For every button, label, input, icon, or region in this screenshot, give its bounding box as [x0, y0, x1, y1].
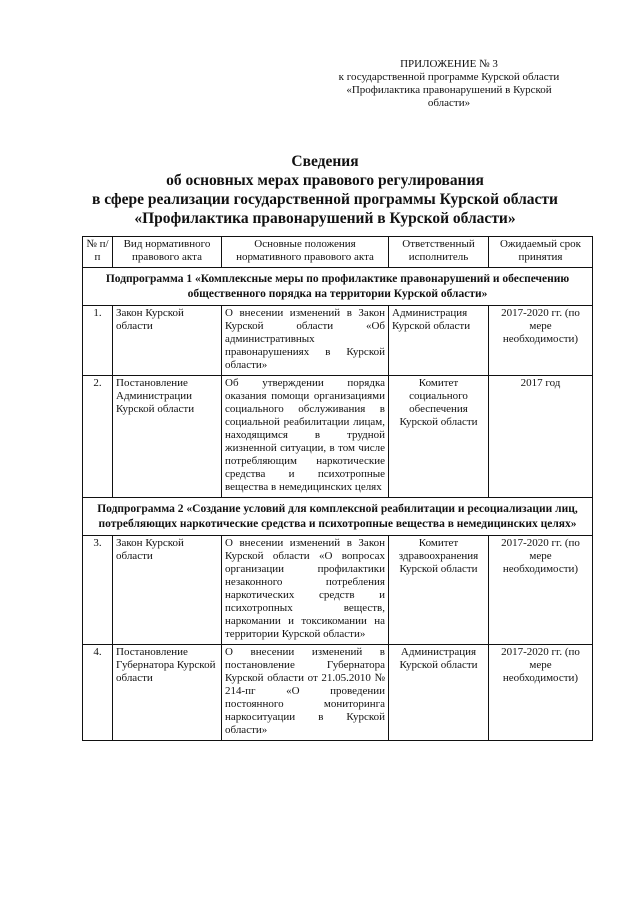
- cell-responsible: Комитет здравоохранения Курской области: [389, 536, 489, 645]
- appendix-line: к государственной программе Курской области: [338, 71, 560, 83]
- cell-responsible: Администрация Курской области: [389, 306, 489, 376]
- appendix-line: области»: [427, 97, 471, 109]
- appendix-block: [318, 58, 580, 110]
- header-provisions: Основные положения нормативного правового акта: [222, 237, 389, 268]
- appendix-line: «Профилактика правонарушений в Курской: [346, 84, 552, 96]
- cell-num: 1.: [83, 306, 113, 376]
- heading-line: об основных мерах правового регулирования: [166, 172, 484, 189]
- cell-term: 2017-2020 гг. (по мере необходимости): [489, 645, 593, 741]
- appendix-title: ПРИЛОЖЕНИЕ № 3: [400, 58, 498, 70]
- cell-provisions: Об утверждении порядка оказания помощи организациями социального обслуживания в социальной реабилитации лицам, находящимся в трудной жизненной ситуации, в том числе потребляющим наркотические средства и психотропные вещества в немедицинских целях: [222, 376, 389, 498]
- cell-provisions: О внесении изменений в постановление Губернатора Курской области от 21.05.2010 № 214-пг «О проведении постоянного мониторинга наркоситуации в Курской области»: [222, 645, 389, 741]
- header-type: Вид нормативного правового акта: [113, 237, 222, 268]
- cell-type: Закон Курской области: [113, 306, 222, 376]
- subprogram-2-title: Подпрограмма 2 «Создание условий для комплексной реабилитации и ресоциализации лиц, потребляющих наркотические средства и психотропные вещества в немедицинских целях»: [83, 498, 593, 536]
- document-heading: [60, 152, 590, 228]
- cell-responsible: Комитет социального обеспечения Курской области: [389, 376, 489, 498]
- subprogram-row: [83, 268, 593, 306]
- cell-term: 2017-2020 гг. (по мере необходимости): [489, 306, 593, 376]
- header-responsible: Ответственный исполнитель: [389, 237, 489, 268]
- cell-num: 2.: [83, 376, 113, 498]
- heading-line: в сфере реализации государственной программы Курской области: [92, 191, 558, 208]
- heading-line: «Профилактика правонарушений в Курской области»: [134, 210, 516, 227]
- subprogram-1-title: Подпрограмма 1 «Комплексные меры по профилактике правонарушений и обеспечению общественного порядка на территории Курской области»: [83, 268, 593, 306]
- header-term: Ожидаемый срок принятия: [489, 237, 593, 268]
- heading-title: Сведения: [291, 153, 359, 170]
- table-row: [83, 376, 593, 498]
- table-header-row: [83, 237, 593, 268]
- table-row: [83, 645, 593, 741]
- table-row: [83, 536, 593, 645]
- regulation-table: [82, 236, 593, 741]
- subprogram-row: [83, 498, 593, 536]
- cell-term: 2017-2020 гг. (по мере необходимости): [489, 536, 593, 645]
- cell-num: 3.: [83, 536, 113, 645]
- cell-num: 4.: [83, 645, 113, 741]
- cell-provisions: О внесении изменений в Закон Курской области «Об административных правонарушениях в Курской области»: [222, 306, 389, 376]
- table-row: [83, 306, 593, 376]
- header-num: № п/п: [83, 237, 113, 268]
- cell-type: Постановление Администрации Курской области: [113, 376, 222, 498]
- cell-type: Закон Курской области: [113, 536, 222, 645]
- cell-responsible: Администрация Курской области: [389, 645, 489, 741]
- cell-provisions: О внесении изменений в Закон Курской области «О вопросах организации профилактики незаконного потребления наркотических средств и психотропных веществ, наркомании и токсикомании на территории Курской области»: [222, 536, 389, 645]
- cell-type: Постановление Губернатора Курской области: [113, 645, 222, 741]
- cell-term: 2017 год: [489, 376, 593, 498]
